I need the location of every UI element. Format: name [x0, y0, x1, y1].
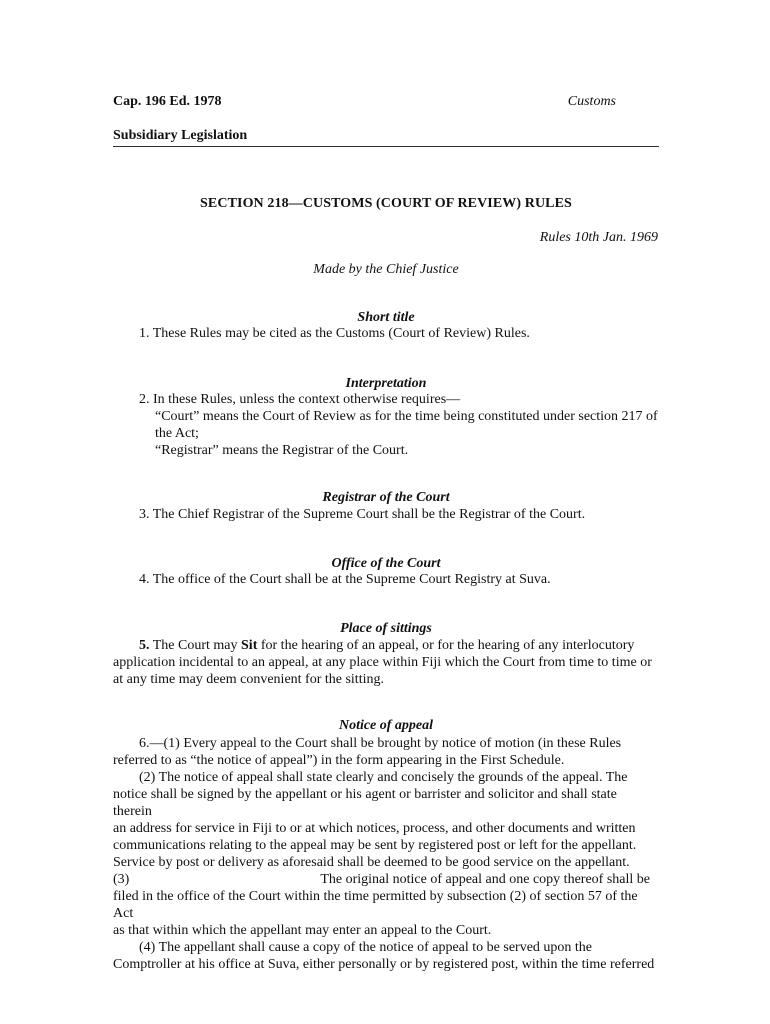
- rule-3-text: . The Chief Registrar of the Supreme Court shall be the Registrar of the Court.: [146, 507, 586, 522]
- rule-2-number: 2: [139, 392, 146, 407]
- rule-6-line-7: Service by post or delivery as aforesaid shall be deemed to be good service on the appellant.: [113, 855, 630, 870]
- rule-6-subsection-2: (2) The notice of appeal shall state clearly and concisely the grounds of the appeal. The: [139, 770, 628, 785]
- rule-6-subsection-3: [113, 871, 659, 888]
- heading-interpretation: Interpretation: [345, 376, 427, 391]
- rule-6-line-10: as that within which the appellant may enter an appeal to the Court.: [113, 923, 492, 938]
- made-by: Made by the Chief Justice: [313, 262, 459, 277]
- rule-3-number: 3: [139, 507, 146, 522]
- rule-6: [113, 735, 659, 973]
- rule-1: [113, 325, 659, 342]
- rule-1-text: . These Rules may be cited as the Customs (Court of Review) Rules.: [146, 326, 530, 341]
- definition-registrar: “Registrar” means the Registrar of the Court.: [155, 443, 409, 458]
- subsidiary-legislation-label: Subsidiary Legislation: [113, 128, 248, 143]
- section-title: SECTION 218—CUSTOMS (COURT OF REVIEW) RULES: [200, 196, 572, 211]
- rule-5: [113, 637, 659, 688]
- rule-5-text-cont: for the hearing of an appeal, or for the hearing of any interlocutory: [257, 638, 635, 653]
- rule-6-subsection-4: (4) The appellant shall cause a copy of the notice of appeal to be served upon the: [139, 940, 593, 955]
- chapter-reference: Cap. 196 Ed. 1978: [113, 94, 222, 109]
- rule-6-line-9: filed in the office of the Court within the time permitted by subsection (2) of section 57 of the Act: [113, 889, 638, 921]
- rule-5-line-3: at any time may deem convenient for the sitting.: [113, 672, 384, 687]
- rule-6-line-12: Comptroller at his office at Suva, either personally or by registered post, within the time referred: [113, 957, 655, 972]
- rules-date: Rules 10th Jan. 1969: [539, 230, 658, 245]
- rule-5-line-2: application incidental to an appeal, at any place within Fiji which the Court from time to time or: [113, 655, 652, 670]
- rule-5-bold-word: Sit: [241, 638, 258, 653]
- rule-6-line-5: an address for service in Fiji to or at which notices, process, and other documents and written: [113, 821, 636, 836]
- definition-court-cont: the Act;: [155, 426, 199, 441]
- rule-6-line-6: communications relating to the appeal may be sent by registered post or left for the appellant.: [113, 838, 637, 853]
- rule-4: [113, 571, 659, 588]
- rule-6-line-4: notice shall be signed by the appellant or his agent or barrister and solicitor and shall state therein: [113, 787, 617, 819]
- rule-5-number: 5.: [139, 638, 150, 653]
- heading-place-of-sittings: Place of sittings: [340, 621, 432, 636]
- act-name: Customs: [567, 94, 616, 109]
- rule-4-text: . The office of the Court shall be at the Supreme Court Registry at Suva.: [146, 572, 551, 587]
- rule-2: [113, 391, 659, 459]
- rule-2-text: . In these Rules, unless the context otherwise requires—: [146, 392, 461, 407]
- heading-office: Office of the Court: [331, 556, 441, 571]
- subsection-3-text: The original notice of appeal and one copy thereof shall be: [320, 872, 650, 887]
- rule-3: [113, 506, 659, 523]
- rule-1-number: 1: [139, 326, 146, 341]
- rule-4-number: 4: [139, 572, 146, 587]
- heading-registrar: Registrar of the Court: [322, 490, 450, 505]
- running-header: [113, 94, 659, 112]
- rule-6-line-1: 6.—(1) Every appeal to the Court shall be brought by notice of motion (in these Rules: [139, 736, 622, 751]
- rule-5-text: The Court may: [149, 638, 242, 653]
- heading-short-title: Short title: [357, 310, 415, 325]
- rule-6-line-2: referred to as “the notice of appeal”) in the form appearing in the First Schedule.: [113, 753, 565, 768]
- header-divider: [113, 146, 659, 147]
- heading-notice-of-appeal: Notice of appeal: [338, 718, 434, 733]
- subsection-3-number: (3): [113, 872, 130, 887]
- definition-court: “Court” means the Court of Review as for the time being constituted under section 217 of: [155, 409, 658, 424]
